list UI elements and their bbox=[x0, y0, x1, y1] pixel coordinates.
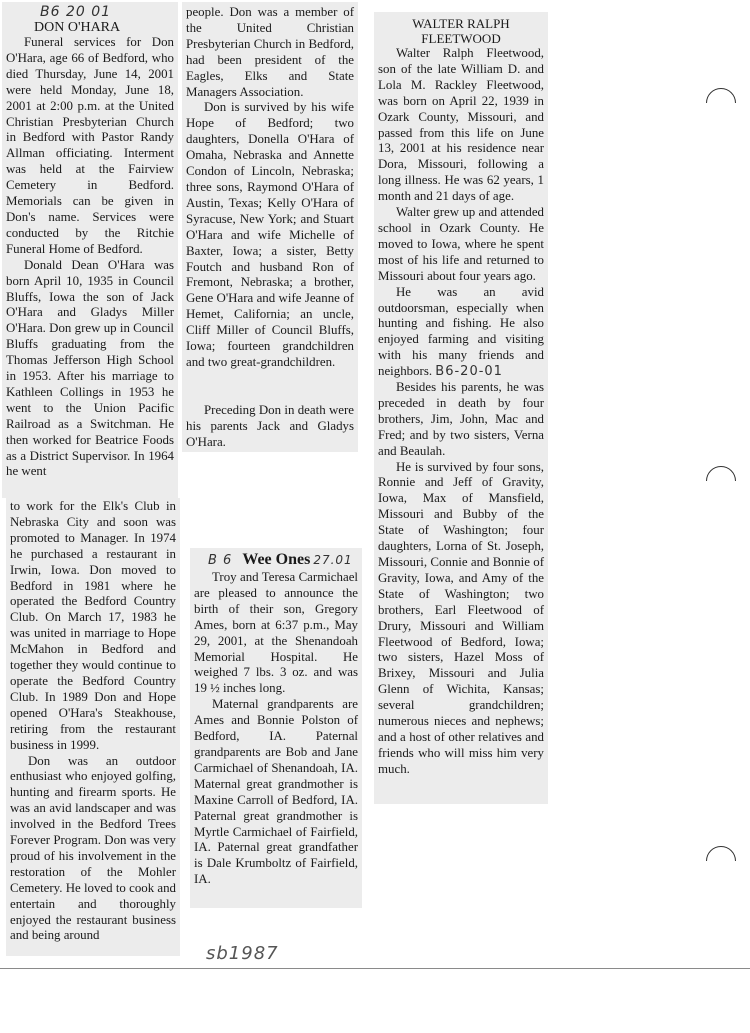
fleetwood-clip bbox=[374, 12, 548, 804]
ohara-clip-col2-final bbox=[182, 400, 358, 452]
wee-ones-clip bbox=[190, 548, 362, 908]
page-annotation: sb1987 bbox=[206, 943, 279, 964]
fleetwood-paragraph-1: Walter Ralph Fleetwood, son of the late William D. and Lola M. Rackley Fleetwood, was born on April 22, 1939 in Ozark County, Missouri, and passed from this life on June 13, 2001 at his residence near Dora, Missouri, following a long illness. He was 62 years, 1 month and 21 days of age. bbox=[378, 46, 544, 204]
fleetwood-handwritten-date: B6-20-01 bbox=[435, 364, 503, 380]
ohara-handwritten-date: B6 20 01 bbox=[40, 4, 112, 20]
binder-hole-middle-icon bbox=[706, 466, 736, 496]
scan-edge-divider bbox=[0, 968, 750, 969]
ohara-clip-col1-bottom bbox=[6, 498, 180, 956]
binder-hole-top-icon bbox=[706, 88, 736, 118]
fleetwood-paragraph-3 bbox=[378, 285, 544, 380]
ohara-title: DON O'HARA bbox=[34, 20, 121, 35]
wee-ones-handwritten-prefix: B 6 bbox=[208, 553, 233, 568]
fleetwood-paragraph-5: He is survived by four sons, Ronnie and Jeff of Gravity, Iowa, Max of Mansfield, Missouri and Bubby of the State of Washington; four daughters, Lorna of St. Joseph, Missouri, Connie and Bonnie of Gravity, Iowa, and Amy of the State of Washington; two brothers, Earl Fleetwood of Drury, Missouri and William Fleetwood of Bedford, Iowa; two sisters, Hazel Moss of Brixey, Missouri and Julia Glenn of Wichita, Kansas; several grandchildren; numerous nieces and nephews; and a host of other relatives and friends who will miss him very much. bbox=[378, 459, 544, 776]
ohara-col2-paragraph-1: people. Don was a member of the United Christian Presbyterian Church in Bedford, had been president of the Eagles, Elks and State Managers Association. bbox=[186, 5, 354, 99]
ohara-clip-col2 bbox=[182, 2, 358, 400]
ohara-col2-paragraph-2: Don is survived by his wife Hope of Bedford; two daughters, Donella O'Hara of Omaha, Nebraska and Annette Condon of Lincoln, Nebraska; three sons, Raymond O'Hara of Austin, Texas; Kelly O'Hara of Syracuse, New York; and Stuart O'Hara and wife Michelle of Baxter, Iowa; a sister, Betty Foutch and husband Ron of Fremont, Nebraska; a brother, Gene O'Hara and wife Jeanne of Hemet, California; an uncle, Cliff Miller of Council Bluffs, Iowa; fourteen grandchildren and two great-grandchildren. bbox=[186, 100, 354, 369]
binder-hole-bottom-icon bbox=[706, 846, 736, 876]
fleetwood-paragraph-2: Walter grew up and attended school in Ozark County. He moved to Iowa, where he spent most of his life and returned to Missouri about four years ago. bbox=[378, 205, 544, 283]
wee-ones-heading bbox=[194, 551, 358, 570]
ohara-col1-continued-2: Don was an outdoor enthusiast who enjoyed golfing, hunting and firearm sports. He was an avid landscaper and was involved in the Bedford Trees Forever Program. Don was very proud of his involvement in the restoration of the Mohler Cemetery. He loved to cook and entertain and thoroughly enjoyed the restaurant business and being around bbox=[10, 753, 176, 943]
fleetwood-paragraph-4: Besides his parents, he was preceded in death by four brothers, Jim, John, Mac and Fred; and by two sisters, Verna and Beaulah. bbox=[378, 380, 544, 458]
wee-ones-paragraph-2: Maternal grandparents are Ames and Bonnie Polston of Bedford, IA. Paternal grandparents are Bob and Jane Carmichael of Shenandoah, IA. Maternal great grandmother is Maxine Carroll of Bedford, IA. Paternal great grandmother is Myrtle Carmichael of Fairfield, IA. Paternal great grandfather is Dale Krumboltz of Fairfield, IA. bbox=[194, 697, 358, 887]
ohara-col2-final: Preceding Don in death were his parents Jack and Gladys O'Hara. bbox=[186, 403, 354, 449]
ohara-col1-continued-1: to work for the Elk's Club in Nebraska City and soon was promoted to Manager. In 1974 he purchased a restaurant in Irwin, Iowa. Don moved to Bedford in 1981 where he operated the Bedford Country Club. On March 17, 1983 he was united in marriage to Hope McMahon in Bedford and together they would continue to operate the Bedford Country Club. In 1989 Don and Hope opened O'Hara's Steakhouse, retiring from the restaurant business in 1999. bbox=[10, 499, 176, 752]
fleetwood-paragraph-3-text: He was an avid outdoorsman, especially when hunting and fishing. He also enjoyed farming and visiting with his many friends and neighbors. bbox=[378, 284, 544, 379]
wee-ones-paragraph-1: Troy and Teresa Carmichael are pleased to announce the birth of their son, Gregory Ames, born at 6:37 p.m., May 29, 2001, at the Shenandoah Memorial Hospital. He weighed 7 lbs. 3 oz. and was 19 ½ inches long. bbox=[194, 570, 358, 696]
ohara-clip-col1-top bbox=[2, 2, 178, 498]
fleetwood-title-line-2: FLEETWOOD bbox=[421, 31, 501, 46]
ohara-col1-paragraph-2: Donald Dean O'Hara was born April 10, 1935 in Council Bluffs, Iowa the son of Jack O'Hara and Gladys Miller O'Hara. Don grew up in Council Bluffs graduating from the Thomas Jefferson High School in 1953. After his marriage to Kathleen Collings in 1953 he went to the Union Pacific Railroad as a Switchman. He then worked for Beatrice Foods as a District Supervisor. In 1964 he went bbox=[6, 257, 174, 479]
ohara-col1-paragraph-1: Funeral services for Don O'Hara, age 66 of Bedford, who died Thursday, June 14, 2001 were held Monday, June 18, 2001 at 2:00 p.m. at the United Christian Presbyterian Church in Bedford with Pastor Randy Allman officiating. Interment was held at the Fairview Cemetery in Bedford. Memorials can be given in Don's name. Services were conducted by the Ritchie Funeral Home of Bedford. bbox=[6, 35, 174, 256]
wee-ones-handwritten-date: 27.01 bbox=[313, 553, 353, 567]
fleetwood-title-line-1: WALTER RALPH bbox=[412, 16, 510, 31]
wee-ones-title: Wee Ones bbox=[242, 551, 311, 568]
